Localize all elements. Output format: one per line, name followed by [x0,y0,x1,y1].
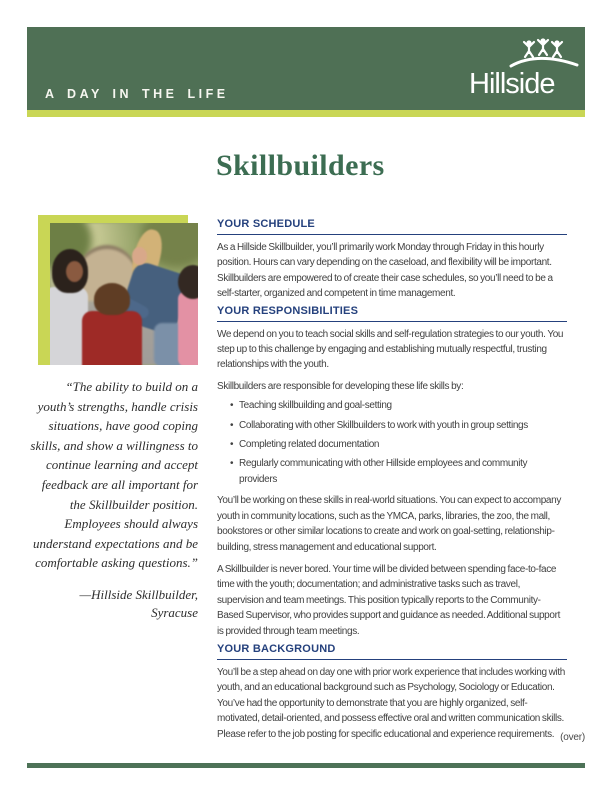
photo-youth-figure [82,311,142,365]
section-heading-your-schedule: YOUR SCHEDULE [217,218,567,235]
photo-youth-figure [94,283,130,315]
responsibilities-paragraph: A Skillbuilder is never bored. Your time will be divided between spending face-to-face time with the youth; documentation; and administrative tasks such as travel, supervision and team meetings. This position typically reports to the Community-Based Supervisor, who provides support and guidance as needed. Additional support is provided through team meetings. [217,563,561,637]
quote-attribution-name: —Hillside Skillbuilder, [79,586,198,602]
over-note: (over) [560,732,585,743]
bullet-item: • Completing related documentation [230,437,567,452]
logo-wordmark: Hillside [469,68,555,100]
section-heading-your-background: YOUR BACKGROUND [217,643,567,660]
kicker-text: A DAY IN THE LIFE [45,87,229,101]
photo-youth-figure [178,291,198,365]
bullet-item: • Teaching skillbuilding and goal-setting [230,398,567,413]
quote-attribution [26,586,198,622]
header-band [27,27,585,110]
photo-mentor-figure [132,247,147,265]
background-paragraph: You’ll be a step ahead on day one with prior work experience that includes working with youth, and an educational background such as Psychology, Sociology or Education. You’ve had the opportunity to demonstrate that you are highly organized, self-motivated, detail-oriented, and possess effective oral and written communication skills. Please refer to the job posting for specific educational and experience requirements. [217,666,566,740]
section-heading-your-responsibilities: YOUR RESPONSIBILITIES [217,305,567,322]
header-accent-stripe [27,110,585,117]
bullet-item: • Regularly communicating with other Hillside employees and community providers [230,456,567,487]
content-column [217,218,567,742]
logo-hill-arc [511,58,577,66]
quote-attribution-location: Syracuse [151,604,198,620]
footer-bar [27,763,585,768]
responsibilities-paragraph: You’ll be working on these skills in real-world situations. You can expect to accompany youth in community locations, such as the YMCA, parks, libraries, the zoo, the mall, bookstores or other similar locations to create and work on goal-setting, relationship-building, stress management and educational support. [217,495,562,553]
page-title: Skillbuilders [216,149,385,182]
responsibilities-paragraph: We depend on you to teach social skills and self-regulation strategies to our youth. You step up to this challenge by engaging and establishing mutually respectful, trusting relationships with the youth. [217,328,564,371]
schedule-paragraph: As a Hillside Skillbuilder, you’ll primarily work Monday through Friday in this hourly position. Hours can vary depending on the caseload, and flexibility will be important. Skillbuilders are empowered to of create their case schedules, so you’ll need to be a self-starter, organized and competent in time management. [217,242,553,300]
hillside-logo [469,38,581,104]
bullet-item: • Collaborating with other Skillbuilders to work with youth in group settings [230,418,567,433]
youth-group-photo [50,223,198,365]
responsibilities-bullet-list [217,398,567,487]
logo-people-icon [524,38,562,57]
responsibilities-lead-in: Skillbuilders are responsible for developing these life skills by: [217,380,464,392]
pull-quote [26,377,198,622]
photo-youth-figure [66,261,83,282]
pull-quote-text: “The ability to build on a youth’s strengths, handle crisis situations, have good coping skills, and show a willingness to continue learning and accept feedback are all important for the Skillbuilder position. Employees should always understand expectations and be comfortable asking questions.” [30,379,198,571]
